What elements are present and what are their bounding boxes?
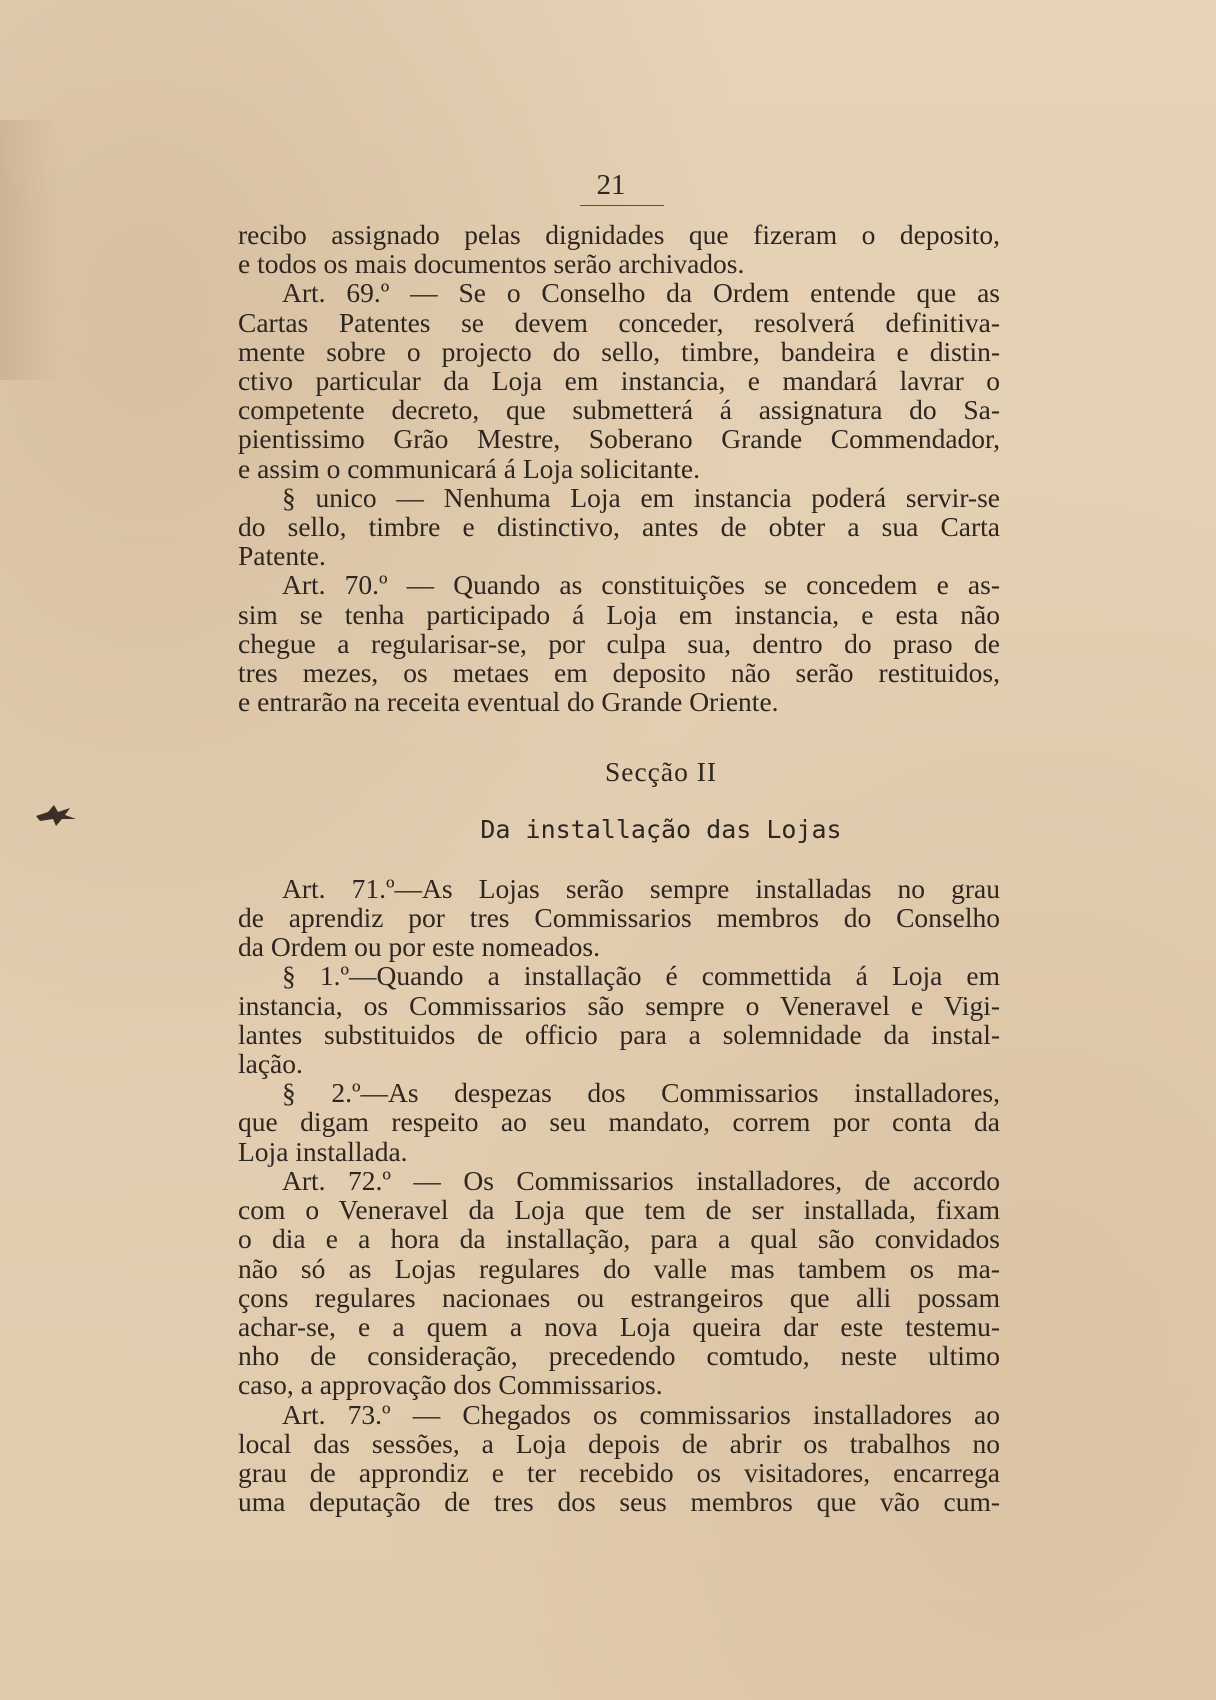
text-line: o dia e a hora da installação, para a qual são convidados [238, 1223, 1000, 1255]
text-line: do sello, timbre e distinctivo, antes de obter a sua Carta [238, 511, 1000, 543]
text-line: Patente. [238, 540, 326, 572]
text-body [238, 220, 1000, 1516]
text-line: que digam respeito ao seu mandato, correm por conta da [238, 1106, 1000, 1138]
text-line: de aprendiz por tres Commissarios membros do Conselho [238, 902, 1000, 934]
text-line: caso, a approvação dos Commissarios. [238, 1369, 663, 1401]
paragraph-2-line: § 2.º—As despezas dos Commissarios installadores, [282, 1077, 1000, 1109]
text-line: com o Veneravel da Loja que tem de ser installada, fixam [238, 1194, 1000, 1226]
article-69-line: Art. 69.º — Se o Conselho da Ordem entende que as [282, 277, 1000, 309]
text-line: chegue a regularisar-se, por culpa sua, dentro do praso de [238, 627, 1000, 659]
article-73-line: Art. 73.º — Chegados os commissarios installadores ao [282, 1398, 1000, 1430]
edge-stain [0, 120, 60, 380]
ink-blot-mark [34, 802, 78, 828]
text-line: recibo assignado pelas dignidades que fizeram o deposito, [238, 219, 1000, 250]
section-title: Da installação das Lojas [480, 814, 842, 844]
text-line: e todos os mais documentos serão archivados. [238, 248, 745, 280]
text-line: sim se tenha participado á Loja em instancia, e esta não [238, 598, 1000, 630]
paragraph-unico-line: § unico — Nenhuma Loja em instancia poderá servir-se [282, 481, 1000, 513]
text-line: mente sobre o projecto do sello, timbre, bandeira e distin- [238, 335, 1000, 367]
text-line: e assim o communicará á Loja solicitante. [238, 452, 700, 484]
text-line: lação. [238, 1048, 303, 1080]
text-line: grau de approndiz e ter recebido os visitadores, encarrega [238, 1456, 1000, 1488]
paragraph-1-line: § 1.º—Quando a installação é commettida á Loja em [282, 960, 1000, 992]
article-70-line: Art. 70.º — Quando as constituições se concedem e as- [282, 569, 1000, 601]
article-72-line: Art. 72.º — Os Commissarios installadores, de accordo [282, 1164, 1000, 1196]
section-label: Secção II [604, 756, 718, 788]
text-line: tres mezes, os metaes em deposito não serão restituidos, [238, 657, 1000, 689]
text-line: da Ordem ou por este nomeados. [238, 931, 600, 963]
text-line: ctivo particular da Loja em instancia, e mandará lavrar o [238, 365, 1000, 397]
text-line: achar-se, e a quem a nova Loja queira dar este testemu- [238, 1310, 1000, 1342]
text-line: instancia, os Commissarios são sempre o Veneravel e Vigi- [238, 989, 1000, 1021]
text-line: lantes substituidos de officio para a solemnidade da instal- [238, 1018, 1000, 1050]
text-line: Cartas Patentes se devem conceder, resolverá definitiva- [238, 306, 1000, 338]
page-number-rule [580, 205, 664, 206]
text-line: Loja installada. [238, 1135, 408, 1167]
text-line: nho de consideração, precedendo comtudo, neste ultimo [238, 1340, 1000, 1372]
text-line: competente decreto, que submetterá á assignatura do Sa- [238, 394, 1000, 426]
page-number: 21 [596, 169, 626, 201]
text-line: não só as Lojas regulares do valle mas tambem os ma- [238, 1252, 1000, 1284]
article-71-line: Art. 71.º—As Lojas serão sempre installadas no grau [282, 872, 1000, 904]
text-line: uma deputação de tres dos seus membros que vão cum- [238, 1486, 1000, 1518]
text-line: e entrarão na receita eventual do Grande Oriente. [238, 686, 779, 718]
text-line: pientissimo Grão Mestre, Soberano Grande Commendador, [238, 423, 1000, 455]
text-line: çons regulares nacionaes ou estrangeiros que alli possam [238, 1281, 1000, 1313]
text-line: local das sessões, a Loja depois de abrir os trabalhos no [238, 1427, 1000, 1459]
